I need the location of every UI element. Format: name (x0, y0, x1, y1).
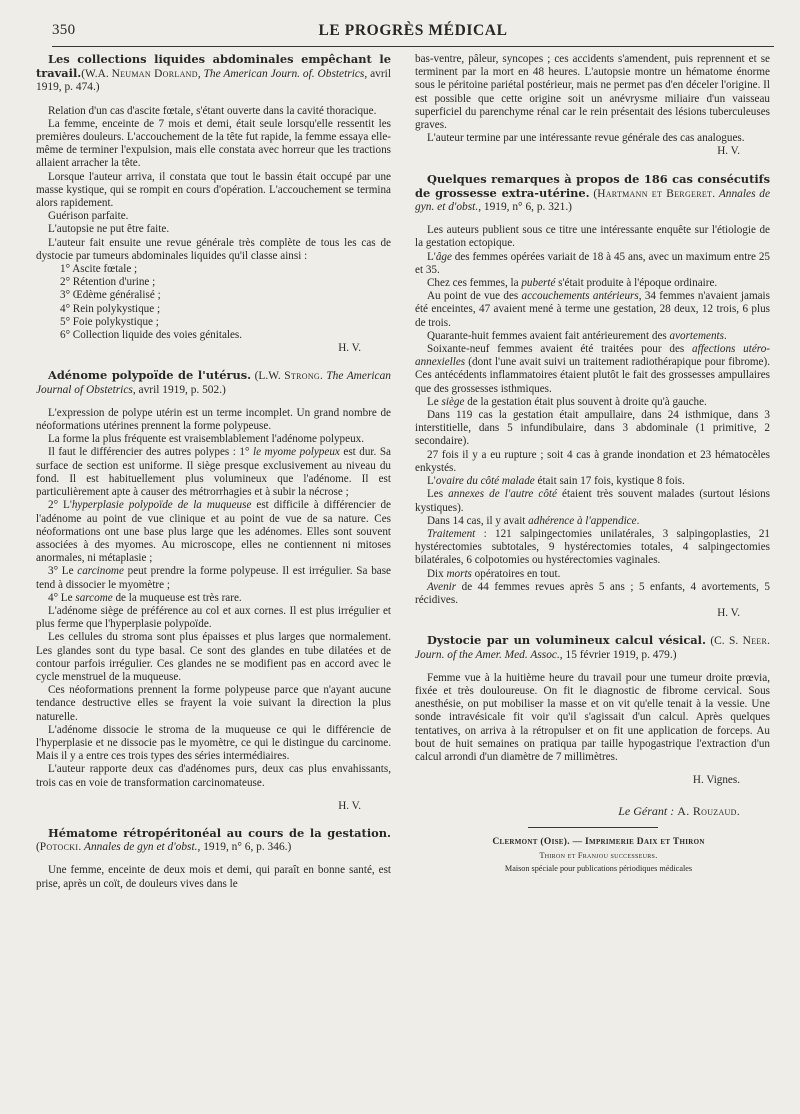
paragraph: L'adénome dissocie le stroma de la muqueuse ce qui le différencie de l'hyperplasie et ne dissocie pas le myomètre, ce qui le distingue du carcinome. Mais il y a entre ces trois types des séries intermédiaires. (36, 723, 391, 763)
list-item: 1° Ascite fœtale ; (60, 263, 138, 276)
paragraph: L'auteur rapporte deux cas d'adénomes purs, deux cas plus envahissants, trois cas en voie de transformation carcinomateuse. (36, 763, 391, 789)
paragraph: Relation d'un cas d'ascite fœtale, s'étant ouverte dans la cavité thoracique. (48, 104, 377, 117)
paragraph: 3° Le carcinome peut prendre la forme polypeuse. Il est irrégulier. Sa base tend à dissocier le myomètre ; (36, 565, 391, 591)
article-adenome (36, 369, 391, 813)
list-item: 3° Œdème généralisé ; (60, 289, 161, 302)
paragraph: Avenir de 44 femmes revues après 5 ans ; 5 enfants, 4 avortements, 5 récidives. (415, 580, 770, 606)
article-heading: Hématome rétropéritonéal au cours de la gestation. (Potocki. Annales de gyn et d'obst., 1919, n° 6, p. 346.) (36, 825, 391, 854)
article-authors: Neer (742, 635, 768, 648)
author-signature: H. Vignes. (692, 774, 740, 787)
right-column (415, 53, 770, 875)
paragraph: Dans 119 cas la gestation était ampullaire, dans 24 isthmique, dans 3 interstitielle, dans 5 infundibulaire, dans 3 abdominale (1 primitive, 2 secondaire). (415, 409, 770, 448)
paragraph: L'ovaire du côté malade était sain 17 fois, kystique 8 fois. (427, 475, 685, 488)
running-title: LE PROGRÈS MÉDICAL (318, 22, 508, 39)
paragraph: 4° Le sarcome de la muqueuse est très rare. (48, 591, 242, 604)
list-item: 5° Foie polykystique ; (60, 315, 159, 328)
header-rule (52, 46, 774, 47)
paragraph: 2° L'hyperplasie polypoïde de la muqueuse est difficile à différencier de l'adénome au point de vue clinique et au point de vue de sa nature. Ces néoformations ont une base plus large que les adénomes. Elles sont souvent associées à des myomes. Au microscope, elles ne contiennent ni mitoses anormales, ni métaplasie ; (36, 499, 391, 565)
paragraph: Dix morts opératoires en tout. (427, 567, 561, 580)
article-journal: Annales de gyn. et d'obst. (415, 187, 770, 214)
article-heading: Dystocie par un volumineux calcul vésical. (C. S. Neer. Journ. of the Amer. Med. Assoc., 15 février 1919, p. 479.) (415, 633, 770, 661)
page-number: 350 (52, 22, 76, 38)
author-signature: H. V. (338, 799, 361, 812)
paragraph: L'auteur termine par une intéressante revue générale des cas analogues. (427, 132, 745, 145)
author-signature: H. V. (338, 342, 361, 355)
paragraph: La forme la plus fréquente est vraisemblablement l'adénome polypeux. (48, 433, 365, 446)
author-signature: H. V. (717, 607, 740, 620)
list-item: 2° Rétention d'urine ; (60, 276, 156, 289)
article-date: , 15 février 1919, p. 479.) (559, 648, 677, 661)
paragraph: Lorsque l'auteur arriva, il constata que tout le bassin était occupé par une masse kystique, qui se rompit en cours d'opération. L'accouchement se termina alors rapidement. (36, 170, 391, 210)
paragraph: Le siège de la gestation était plus souvent à droite qu'à gauche. (427, 395, 707, 408)
article-title: Dystocie par un volumineux calcul vésical. (427, 633, 706, 648)
printer-speciality: Maison spéciale pour publications périodiques médicales (504, 863, 693, 873)
article-hematome (36, 827, 391, 891)
article-date: , avril 1919, p. 502.) (132, 383, 226, 396)
left-column (36, 53, 391, 891)
paragraph: 27 fois il y a eu rupture ; soit 4 cas à grande inondation et 23 hématocèles enkystés. (415, 448, 770, 474)
paragraph: Ces néoformations prennent la forme polypeuse parce que n'ayant aucune tendance destructive elles se frayent la voie suivant la direction la plus naturelle. (36, 684, 391, 723)
article-journal: The American Journ. of. Obstetrics (203, 68, 365, 81)
page-header (52, 22, 774, 46)
paragraph: Il faut le différencier des autres polypes : 1° le myome polypeux est dur. Sa surface de section est uniforme. Il siège presque exclusivement au niveau du fond. Il est habituellement plus volumineux que l'adénome. Il est particulièrement apte à causer des métrorrhagies et à subir la nécrose ; (36, 446, 391, 499)
paragraph: L'adénome siège de préférence au col et aux cornes. Il est plus irrégulier et plus ferme que l'hyperplasie polypoïde. (36, 604, 391, 631)
paragraph: L'autopsie ne put être faite. (48, 223, 170, 236)
gerant-line: Le Gérant : A. Rouzaud. (618, 804, 740, 819)
article-title: Adénome polypoïde de l'utérus. (48, 368, 252, 383)
paragraph: L'âge des femmes opérées variait de 18 à 45 ans, avec un maximum entre 25 et 35. (415, 250, 770, 276)
paragraph: Dans 14 cas, il y avait adhérence à l'appendice. (427, 514, 640, 527)
article-authors: Strong (284, 370, 320, 383)
article-date: , 1919, n° 6, p. 346.) (197, 841, 292, 854)
printer-successors: Thiron et Franjou successeurs. (539, 850, 658, 860)
paragraph: Soixante-neuf femmes avaient été traitées pour des affections utéro-annexielles (dont l'une avait suivi un traitement radiothérapique pour fibrome). Ces antécédents inflammatoires étaient plutôt le fait des grossesses ampullaires que des grossesses isthmiques. (415, 343, 770, 395)
paragraph: Une femme, enceinte de deux mois et demi, qui paraît en bonne santé, est prise, après un coït, de douleurs vives dans le (36, 864, 391, 890)
paragraph: L'expression de polype utérin est un terme incomplet. Un grand nombre de néoformations utérines prennent la forme polypeuse. (36, 406, 391, 433)
article-hematome-continued (415, 53, 770, 159)
article-journal: Annales de gyn et d'obst. (84, 841, 198, 854)
paragraph: La femme, enceinte de 7 mois et demi, était seule lorsqu'elle ressentit les premières douleurs. L'accouchement de la tête fut rapide, la femme essaya elle-même de terminer l'expulsion, mais elle constata avec horreur que les tractions allaient arracher la tête. (36, 117, 391, 170)
paragraph: Chez ces femmes, la puberté s'était produite à l'époque ordinaire. (427, 277, 718, 290)
article-authors: Potocki (39, 841, 79, 854)
paragraph: Traitement : 121 salpingectomies unilatérales, 3 salpingoplasties, 21 hystérectomies subtotales, 9 hystérectomies totales, 4 salpingectomies bilatérales, 6 colpotomies ou hystérectomies vaginales. (415, 527, 770, 567)
article-heading: Quelques remarques à propos de 186 cas consécutifs de grossesse extra-utérine. (Hartmann et Bergeret. Annales de gyn. et d'obst., 1919, n° 6, p. 321.) (415, 171, 770, 214)
article-title: Hématome rétropéritonéal au cours de la gestation. (48, 825, 391, 840)
article-title: Les collections liquides abdominales empêchant le travail. (36, 52, 391, 81)
paragraph: Guérison parfaite. (48, 210, 129, 223)
paragraph: bas-ventre, pâleur, syncopes ; ces accidents s'amendent, puis reprennent et se terminent par la mort en 48 heures. L'autopsie montre un hématome énorme sous le péritoine pariétal postérieur, mais ne permet pas d'en déceler l'origine. Il est possible que cette origine soit un anévrysme miliaire d'un vaisseau superficiel du parenchyme rénal car le rein présentait des lésions tuberculeuses graves. (415, 53, 770, 132)
article-authors: Hartmann et Bergeret (597, 187, 713, 200)
paragraph: Quarante-huit femmes avaient fait antérieurement des avortements. (427, 329, 727, 342)
list-item: 6° Collection liquide des voies génitales. (60, 329, 243, 342)
article-date: , 1919, n° 6, p. 321.) (478, 201, 572, 214)
article-authors: Neuman Dorland (111, 68, 198, 81)
printer-line: Clermont (Oise). — Imprimerie Daix et Thiron (492, 836, 705, 847)
article-date: , avril 1919, p. 474.) (36, 68, 391, 94)
paragraph: Les cellules du stroma sont plus épaisses et plus larges que normalement. Les glandes sont du type basal. Ce sont des glandes en tube dilatées et de contour parfois irrégulier. Ces glandes ne se modifient pas en accord avec le cycle menstruel de la muqueuse. (36, 631, 391, 683)
article-heading: Les collections liquides abdominales empêchant le travail.(W.A. Neuman Dorland, The American Journ. of. Obstetrics, avril 1919, p. 474.) (36, 52, 391, 94)
paragraph: Les annexes de l'autre côté étaient très souvent malades (surtout lésions kystiques). (415, 488, 771, 514)
article-journal: The American Journal of Obstetrics (36, 370, 391, 396)
paragraph: Au point de vue des accouchements antérieurs, 34 femmes n'avaient jamais été enceintes, 47 avaient mené à terme une gestation, 28 deux, 12 trois, 6 plus de trois. (415, 290, 770, 329)
author-signature: H. V. (717, 145, 740, 158)
paragraph: Femme vue à la huitième heure du travail pour une tumeur droite prœvia, fixée et très douloureuse. On fit le diagnostic de fibrome cervical. Sous anesthésie, on put mobiliser la masse et on vit qu'elle tenait à la vessie. Une sonde intravésicale fit voir qu'il s'agissait d'un calcul. Après quelques tentatives, on arriva à la rétropulser et on fit une application de forceps. Au bout de huit semaines on pratiqua par taille hypogastrique l'extraction d'un calcul arrondi d'un diamètre de 7 millimètres. (415, 671, 770, 763)
article-journal: Journ. of the Amer. Med. Assoc. (415, 648, 560, 661)
list-item: 4° Rein polykystique ; (60, 302, 161, 315)
article-ascite (36, 53, 391, 355)
article-grossesse-extra-uterine (415, 173, 770, 621)
article-title: Quelques remarques à propos de 186 cas consécutifs de grossesse extra-utérine. (415, 171, 770, 200)
article-heading: Adénome polypoïde de l'utérus. (L.W. Strong. The American Journal of Obstetrics, avril 1919, p. 502.) (36, 368, 391, 396)
paragraph: Les auteurs publient sous ce titre une intéressante enquête sur l'étiologie de la gestation ectopique. (415, 224, 770, 250)
paragraph: L'auteur fait ensuite une revue générale très complète de tous les cas de dystocie par tumeurs abdominales liquides qu'il classe ainsi : (36, 236, 391, 262)
article-dystocie-calcul (415, 634, 770, 787)
imprint-divider (528, 827, 658, 828)
